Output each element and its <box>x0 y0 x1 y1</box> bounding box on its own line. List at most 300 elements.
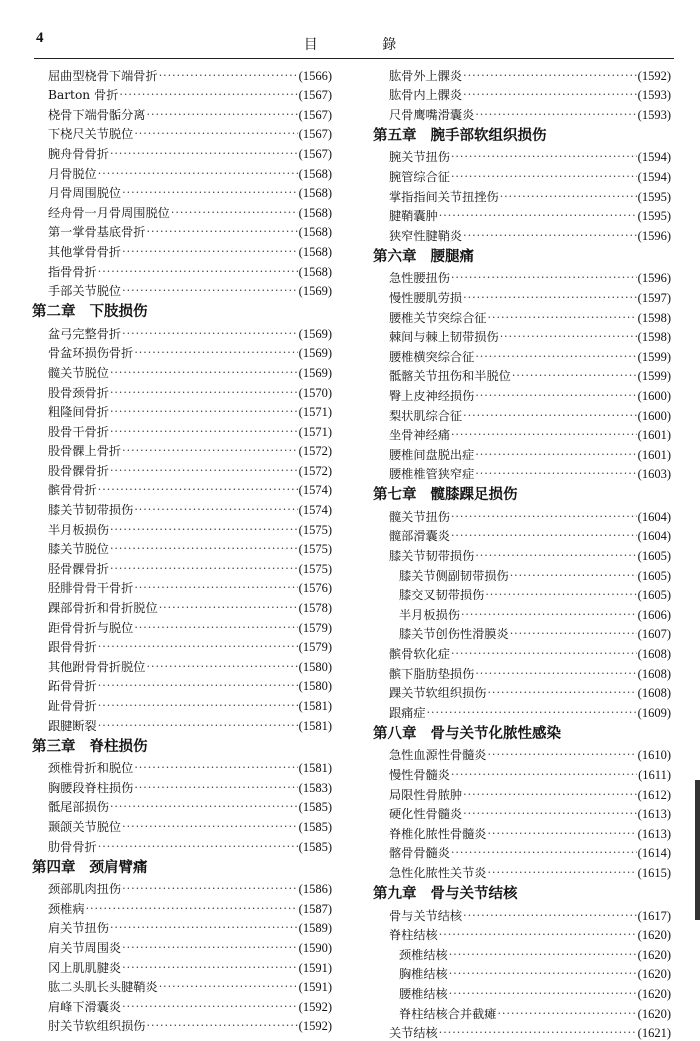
entry-title: 腰椎间盘脱出症 <box>389 447 475 462</box>
entry-page-number: (1592) <box>637 68 671 83</box>
dot-leader <box>86 901 298 917</box>
entry-title: 尺骨鹰嘴滑囊炎 <box>389 107 475 122</box>
entry-page-number: (1570) <box>298 385 332 400</box>
entry-title: 屈曲型桡骨下端骨折 <box>48 68 158 83</box>
entry-title: 慢性腰肌劳损 <box>389 290 463 305</box>
page-header <box>0 0 700 60</box>
entry-page-number: (1579) <box>298 620 332 635</box>
toc-entry <box>32 401 332 421</box>
entry-title: 肩关节周围炎 <box>48 940 122 955</box>
entry-title: 髋部滑囊炎 <box>389 529 450 544</box>
entry-page-number: (1613) <box>637 826 671 841</box>
dot-leader <box>110 385 298 401</box>
entry-title: 脊柱结核合并截瘫 <box>399 1006 497 1021</box>
dot-leader <box>98 166 298 182</box>
toc-entry <box>32 440 332 460</box>
entry-page-number: (1568) <box>298 225 332 240</box>
toc-subentry <box>373 623 671 643</box>
toc-entry <box>32 1015 332 1035</box>
entry-page-number: (1567) <box>298 127 332 142</box>
entry-title: 股骨髁骨折 <box>48 463 109 478</box>
entry-page-number: (1569) <box>298 346 332 361</box>
dot-leader <box>461 607 637 623</box>
entry-title: 腰椎椎管狭窄症 <box>389 467 475 482</box>
entry-title: 桡骨下端骨骺分离 <box>48 107 146 122</box>
entry-title: 髌下脂肪垫损伤 <box>389 666 475 681</box>
entry-title: 坐骨神经痛 <box>389 428 450 443</box>
toc-entry <box>32 123 332 143</box>
entry-page-number: (1569) <box>298 365 332 380</box>
entry-title: 股骨干骨折 <box>48 424 109 439</box>
dot-leader <box>110 146 298 162</box>
entry-page-number: (1605) <box>637 588 671 603</box>
entry-title: 脊柱结核 <box>389 928 438 943</box>
header-rule <box>34 58 674 59</box>
entry-page-number: (1585) <box>298 819 332 834</box>
dot-leader <box>475 107 636 123</box>
toc-entry <box>373 205 671 225</box>
entry-page-number: (1589) <box>298 921 332 936</box>
dot-leader <box>463 806 637 822</box>
entry-title: 颈椎骨折和脱位 <box>48 761 134 776</box>
running-title: 目 錄 <box>303 37 427 53</box>
entry-title: 胫骨髁骨折 <box>48 561 109 576</box>
toc-entry <box>373 924 671 944</box>
entry-title: 指骨骨折 <box>48 264 97 279</box>
entry-title: 髌骨软化症 <box>389 647 450 662</box>
entry-page-number: (1568) <box>298 166 332 181</box>
entry-title: 髋关节脱位 <box>48 365 109 380</box>
dot-leader <box>439 208 637 224</box>
toc-subentry <box>373 584 671 604</box>
entry-page-number: (1596) <box>637 271 671 286</box>
entry-title: 急性腰扭伤 <box>389 271 450 286</box>
chapter-title: 脊柱损伤 <box>89 737 148 755</box>
toc-entry <box>373 185 671 205</box>
toc-entry <box>32 84 332 104</box>
entry-page-number: (1598) <box>637 330 671 345</box>
toc-entry <box>32 815 332 835</box>
entry-title: 半月板损伤 <box>399 607 460 622</box>
toc-entry <box>32 538 332 558</box>
toc-entry <box>32 498 332 518</box>
toc-entry <box>32 420 332 440</box>
dot-leader <box>159 600 298 616</box>
entry-title: 急性化脓性关节炎 <box>389 865 487 880</box>
entry-page-number: (1610) <box>637 748 671 763</box>
dot-leader <box>500 189 637 205</box>
entry-page-number: (1571) <box>298 424 332 439</box>
chapter-heading <box>373 721 671 744</box>
entry-title: 腕管综合征 <box>389 169 450 184</box>
entry-title: 胸椎结核 <box>399 967 448 982</box>
dot-leader <box>98 678 298 694</box>
toc-entry <box>32 694 332 714</box>
toc-entry <box>32 182 332 202</box>
toc-entry <box>373 861 671 881</box>
toc-subentry <box>373 943 671 963</box>
entry-page-number: (1569) <box>298 284 332 299</box>
entry-title: 棘间与棘上韧带损伤 <box>389 330 499 345</box>
entry-page-number: (1604) <box>637 509 671 524</box>
entry-page-number: (1606) <box>637 607 671 622</box>
entry-title: 其他掌骨骨折 <box>48 244 122 259</box>
dot-leader <box>134 760 297 776</box>
entry-title: 肱骨外上髁炎 <box>389 68 463 83</box>
toc-entry <box>32 322 332 342</box>
dot-leader <box>134 502 297 518</box>
entry-page-number: (1574) <box>298 483 332 498</box>
entry-page-number: (1620) <box>637 947 671 962</box>
entry-title: 髂骨骨髓炎 <box>389 846 450 861</box>
dot-leader <box>488 747 637 763</box>
dot-leader <box>159 979 298 995</box>
toc-entry <box>373 682 671 702</box>
toc-entry <box>32 835 332 855</box>
chapter-heading <box>373 482 671 505</box>
toc-entry <box>373 404 671 424</box>
dot-leader <box>110 365 298 381</box>
dot-leader <box>110 561 298 577</box>
entry-title: 髌骨骨折 <box>48 483 97 498</box>
toc-entry <box>373 904 671 924</box>
dot-leader <box>463 908 637 924</box>
entry-title: 骨与关节结核 <box>389 908 463 923</box>
dot-leader <box>498 1006 637 1022</box>
entry-page-number: (1575) <box>298 561 332 576</box>
entry-page-number: (1613) <box>637 807 671 822</box>
entry-page-number: (1600) <box>637 408 671 423</box>
entry-page-number: (1601) <box>637 447 671 462</box>
dot-leader <box>488 685 637 701</box>
toc-entry <box>32 342 332 362</box>
chapter-heading <box>373 244 671 267</box>
dot-leader <box>110 920 298 936</box>
toc-entry <box>373 744 671 764</box>
entry-page-number: (1568) <box>298 264 332 279</box>
entry-title: 腰椎横突综合征 <box>389 349 475 364</box>
dot-leader <box>98 698 298 714</box>
entry-title: 腱鞘囊肿 <box>389 209 438 224</box>
entry-page-number: (1598) <box>637 310 671 325</box>
dot-leader <box>500 329 637 345</box>
entry-page-number: (1599) <box>637 349 671 364</box>
entry-page-number: (1566) <box>298 68 332 83</box>
toc-entry <box>373 701 671 721</box>
entry-page-number: (1597) <box>637 290 671 305</box>
entry-title: 膝关节韧带损伤 <box>48 503 134 518</box>
toc-entry <box>32 577 332 597</box>
dot-leader <box>488 310 637 326</box>
entry-title: 趾骨骨折 <box>48 699 97 713</box>
dot-leader <box>98 839 298 855</box>
entry-page-number: (1590) <box>298 940 332 955</box>
entry-title: 骶髂关节扭伤和半脱位 <box>389 369 511 384</box>
toc-entry <box>373 842 671 862</box>
entry-title: 颈椎病 <box>48 901 85 916</box>
entry-title: 骨盆环损伤骨折 <box>48 346 134 361</box>
toc-subentry <box>373 564 671 584</box>
toc-entry <box>32 878 332 898</box>
chapter-number: 第五章 <box>373 126 417 144</box>
entry-title: 盆弓完整骨折 <box>48 326 122 341</box>
dot-leader <box>451 528 637 544</box>
entry-page-number: (1600) <box>637 388 671 403</box>
dot-leader <box>110 424 298 440</box>
toc-entry <box>373 165 671 185</box>
entry-title: 跖骨骨折 <box>48 679 97 694</box>
entry-title: 胸腰段脊柱损伤 <box>48 780 134 795</box>
entry-page-number: (1580) <box>298 659 332 674</box>
dot-leader <box>134 780 297 796</box>
entry-title: 踝关节软组织损伤 <box>389 686 487 701</box>
entry-page-number: (1599) <box>637 369 671 384</box>
entry-page-number: (1620) <box>637 928 671 943</box>
entry-page-number: (1604) <box>637 529 671 544</box>
chapter-heading <box>32 855 332 878</box>
entry-title: 掌指指间关节扭挫伤 <box>389 189 499 204</box>
entry-page-number: (1569) <box>298 326 332 341</box>
dot-leader <box>427 705 637 721</box>
chapter-number: 第七章 <box>373 486 417 504</box>
toc-entry <box>373 424 671 444</box>
dot-leader <box>463 228 637 244</box>
entry-page-number: (1581) <box>298 718 332 733</box>
dot-leader <box>110 541 298 557</box>
dot-leader <box>122 999 298 1015</box>
entry-title: 第一掌骨基底骨折 <box>48 225 146 240</box>
entry-title: 踝部骨折和骨折脱位 <box>48 601 158 616</box>
dot-leader <box>463 68 637 84</box>
dot-leader <box>451 149 637 165</box>
entry-page-number: (1596) <box>637 228 671 243</box>
dot-leader <box>122 881 298 897</box>
entry-page-number: (1586) <box>298 882 332 897</box>
dot-leader <box>110 463 298 479</box>
chapter-title: 腰腿痛 <box>430 247 474 265</box>
dot-leader <box>147 224 298 240</box>
entry-page-number: (1603) <box>637 467 671 482</box>
toc-entry <box>32 361 332 381</box>
chapter-title: 颈肩臂痛 <box>89 858 148 876</box>
toc-entry <box>373 84 671 104</box>
entry-page-number: (1607) <box>637 627 671 642</box>
entry-page-number: (1601) <box>637 428 671 443</box>
dot-leader <box>122 443 298 459</box>
toc-entry <box>32 636 332 656</box>
dot-leader <box>122 244 298 260</box>
toc-entry <box>32 757 332 777</box>
toc-subentry <box>373 963 671 983</box>
toc-entry <box>32 995 332 1015</box>
dot-leader <box>463 290 637 306</box>
toc-entry <box>32 142 332 162</box>
page-edge-mark <box>695 780 700 920</box>
entry-page-number: (1568) <box>298 205 332 220</box>
toc-entry <box>32 479 332 499</box>
chapter-title: 下肢损伤 <box>89 303 148 321</box>
toc-entry <box>32 776 332 796</box>
dot-leader <box>439 927 637 943</box>
entry-page-number: (1580) <box>298 679 332 694</box>
entry-title: 急性血源性骨髓炎 <box>389 748 487 763</box>
toc-entry <box>32 796 332 816</box>
dot-leader <box>488 826 637 842</box>
entry-title: 臀上皮神经损伤 <box>389 388 475 403</box>
dot-leader <box>122 283 298 299</box>
dot-leader <box>463 408 637 424</box>
entry-title: 髋关节扭伤 <box>389 509 450 524</box>
dot-leader <box>122 940 298 956</box>
entry-title: 膝关节韧带损伤 <box>389 549 475 564</box>
toc-entry <box>373 64 671 84</box>
entry-title: 肩关节扭伤 <box>48 921 109 936</box>
entry-page-number: (1591) <box>298 980 332 995</box>
entry-page-number: (1608) <box>637 686 671 701</box>
dot-leader <box>449 986 637 1002</box>
entry-title: 膝关节创伤性滑膜炎 <box>399 627 509 642</box>
toc-entry <box>32 64 332 84</box>
entry-title: 粗隆间骨折 <box>48 405 109 420</box>
entry-title: 肋骨骨折 <box>48 839 97 854</box>
toc-entry <box>373 544 671 564</box>
toc-entry <box>32 917 332 937</box>
dot-leader <box>451 509 637 525</box>
entry-title: Barton 骨折 <box>48 88 119 103</box>
toc-entry <box>32 936 332 956</box>
toc-entry <box>373 103 671 123</box>
toc-entry <box>373 1022 671 1041</box>
entry-page-number: (1568) <box>298 186 332 201</box>
entry-title: 股骨髁上骨折 <box>48 444 122 459</box>
toc-subentry <box>373 1002 671 1022</box>
dot-leader <box>463 787 637 803</box>
chapter-title: 骨与关节结核 <box>430 884 518 902</box>
toc-entry <box>32 675 332 695</box>
entry-title: 肱二头肌长头腱鞘炎 <box>48 980 158 995</box>
toc-entry <box>373 822 671 842</box>
entry-page-number: (1568) <box>298 244 332 259</box>
chapter-heading <box>32 734 332 757</box>
chapter-heading <box>373 123 671 146</box>
dot-leader <box>449 947 637 963</box>
dot-leader <box>119 87 297 103</box>
entry-page-number: (1578) <box>298 601 332 616</box>
entry-title: 脊椎化脓性骨髓炎 <box>389 826 487 841</box>
dot-leader <box>475 349 636 365</box>
entry-title: 肱骨内上髁炎 <box>389 88 463 103</box>
entry-page-number: (1620) <box>637 1006 671 1021</box>
dot-leader <box>98 482 298 498</box>
dot-leader <box>122 819 298 835</box>
page-number: 4 <box>36 30 44 46</box>
dot-leader <box>451 767 637 783</box>
toc-entry <box>373 146 671 166</box>
dot-leader <box>98 264 298 280</box>
entry-page-number: (1585) <box>298 839 332 854</box>
dot-leader <box>475 466 636 482</box>
entry-page-number: (1595) <box>637 189 671 204</box>
toc-entry <box>373 763 671 783</box>
entry-title: 腰椎关节突综合征 <box>389 310 487 325</box>
entry-page-number: (1572) <box>298 444 332 459</box>
entry-page-number: (1614) <box>637 846 671 861</box>
toc-subentry <box>373 982 671 1002</box>
entry-title: 手部关节脱位 <box>48 284 122 299</box>
entry-title: 局限性骨脓肿 <box>389 787 463 802</box>
dot-leader <box>451 845 637 861</box>
entry-page-number: (1620) <box>637 986 671 1001</box>
entry-title: 股骨颈骨折 <box>48 385 109 400</box>
toc-entry <box>32 976 332 996</box>
entry-page-number: (1611) <box>638 768 671 782</box>
entry-title: 冈上肌肌腱炎 <box>48 960 122 975</box>
entry-title: 跟痛症 <box>389 705 426 720</box>
dot-leader <box>451 646 637 662</box>
toc-entry <box>373 306 671 326</box>
entry-title: 腕关节扭伤 <box>389 150 450 165</box>
toc-entry <box>373 443 671 463</box>
dot-leader <box>451 270 637 286</box>
entry-page-number: (1567) <box>298 88 332 103</box>
entry-title: 其他跗骨骨折脱位 <box>48 659 146 674</box>
entry-page-number: (1592) <box>298 1019 332 1034</box>
entry-page-number: (1617) <box>637 908 671 923</box>
entry-title: 肩峰下滑囊炎 <box>48 999 122 1014</box>
entry-page-number: (1608) <box>637 647 671 662</box>
entry-page-number: (1615) <box>637 865 671 880</box>
entry-page-number: (1612) <box>637 787 671 802</box>
toc-entry <box>373 505 671 525</box>
toc-entry <box>32 557 332 577</box>
entry-page-number: (1609) <box>637 705 671 720</box>
toc-entry <box>32 221 332 241</box>
toc-entry <box>373 326 671 346</box>
toc-entry <box>373 345 671 365</box>
dot-leader <box>147 107 298 123</box>
toc-entry <box>373 803 671 823</box>
dot-leader <box>110 404 298 420</box>
toc-entry <box>32 103 332 123</box>
dot-leader <box>475 447 636 463</box>
toc-subentry <box>373 603 671 623</box>
toc-column-left <box>32 64 332 1034</box>
chapter-number: 第四章 <box>32 858 76 876</box>
entry-page-number: (1576) <box>298 581 332 596</box>
chapter-title: 腕手部软组织损伤 <box>430 126 547 144</box>
dot-leader <box>449 966 637 982</box>
toc-entry <box>373 365 671 385</box>
entry-page-number: (1592) <box>298 999 332 1014</box>
toc-entry <box>32 240 332 260</box>
toc-entry <box>32 897 332 917</box>
toc-entry <box>373 224 671 244</box>
dot-leader <box>147 1018 298 1034</box>
dot-leader <box>439 1025 637 1041</box>
entry-page-number: (1581) <box>298 761 332 776</box>
entry-page-number: (1605) <box>637 568 671 583</box>
entry-title: 距骨骨折与脱位 <box>48 620 134 635</box>
dot-leader <box>463 87 637 103</box>
toc-entry <box>373 286 671 306</box>
toc-entry <box>32 260 332 280</box>
entry-title: 关节结核 <box>389 1026 438 1041</box>
dot-leader <box>451 427 637 443</box>
dot-leader <box>147 659 298 675</box>
dot-leader <box>171 205 298 221</box>
toc-entry <box>32 381 332 401</box>
entry-page-number: (1575) <box>298 542 332 557</box>
